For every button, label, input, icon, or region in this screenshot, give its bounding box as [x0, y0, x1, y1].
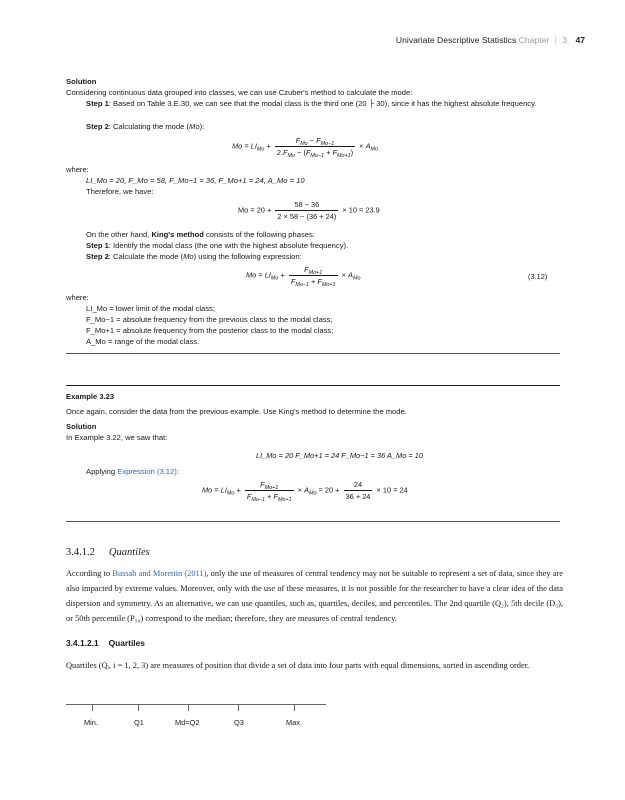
k-step2-text: : Calculate the mode ( [108, 252, 184, 261]
calc-denominator: 2 × 58 − (36 + 24) [277, 212, 337, 221]
calc-left: Mo = 20 + [238, 205, 272, 215]
subsection-title: Quartiles [108, 638, 145, 648]
header-chapter-label: Chapter [518, 35, 550, 45]
therefore-text: Therefore, we have: [86, 187, 154, 196]
result-right: × 10 = 24 [376, 485, 408, 495]
example-saw: In Example 3.22, we saw that: [66, 433, 168, 442]
axis-tick [188, 704, 189, 711]
divider [66, 353, 560, 354]
given-values: LI_Mo = 20, F_Mo = 58, F_Mo−1 = 36, F_Mo+1 = 24, A_Mo = 10 [86, 176, 305, 185]
step2-text: : Calculating the mode ( [108, 122, 189, 131]
axis-tick [238, 704, 239, 711]
step1-label: Step 1 [86, 99, 109, 108]
axis-tick [294, 704, 295, 711]
kings-step1 [86, 240, 560, 251]
subsection-number: 3.4.1.2.1 [66, 638, 99, 648]
example-values: LI_Mo = 20 F_Mo+1 = 24 F_Mo−1 = 36 A_Mo = 10 [256, 451, 423, 460]
where-label: where: [66, 165, 89, 174]
axis-label-min: Min. [84, 718, 98, 727]
axis-line [66, 704, 326, 705]
p1-pre: According to [66, 569, 113, 578]
kings-post: consists of the following phases: [203, 230, 315, 239]
axis-tick [92, 704, 93, 711]
result-denominator: 36 + 24 [345, 492, 371, 501]
solution-intro: Considering continuous data grouped into classes, we can use Czuber's method to calculate the mode: [66, 88, 413, 97]
page-number: 47 [575, 35, 585, 45]
definition-item: LI_Mo = lower limit of the modal class; [86, 304, 215, 313]
k-step1-label: Step 1 [86, 241, 109, 250]
czuber-equation: $Mo = LI_{Mo}$ + $\frac{F_{Mo} - F_{Mo-1}}{2.F_{Mo} - (F_{Mo-1} + F_{Mo+1})}$ × $A_{Mo}$ [232, 136, 378, 159]
k-step2-symbol: Mo [183, 252, 194, 261]
quartiles-paragraph: Quartiles (Qᵢ, i = 1, 2, 3) are measures of position that divide a set of data into four parts with equal dimensions, sorted in ascending order. [66, 661, 530, 670]
kings-pre: On the other hand, [86, 230, 152, 239]
kings-intro [86, 229, 560, 240]
k-step1-text: : Identify the modal class (the one with the highest absolute frequency). [108, 241, 349, 250]
quartile-axis [66, 704, 326, 714]
header-chapter-number: 3 [562, 35, 568, 45]
solution-heading: Solution [66, 77, 97, 86]
section-title: Quantiles [108, 547, 150, 558]
example-title: Example 3.23 [66, 392, 115, 401]
axis-label-median: Md=Q2 [175, 718, 200, 727]
applying-post: : [176, 467, 179, 476]
where2-label: where: [66, 293, 89, 302]
running-header [396, 35, 585, 45]
czuber-step2 [66, 121, 560, 132]
section-number: 3.4.1.2 [66, 547, 95, 558]
result-plus: = 20 + [318, 485, 340, 495]
example-result-equation: $Mo = LI_{Mo}$ + $\frac{F_{Mo+1}}{F_{Mo-1} + F_{Mo+1}}$ × $A_{Mo} = 20$ + $\frac{24}{36 + 24}$ × 10 = 24 [202, 480, 408, 503]
p1-post: , only the use of measures of central tendency may not be suitable to represent a set of data, since they are also impacted by extreme values. Moreover, only with the use of these measures, it is not possible for the researcher to have a clear idea of the data dispersion and symmetry. As an alternative, we can use quantiles, such as, quartiles, deciles, and percentiles. The 2nd quartile (Q₂), 5th decile (D₅), or 50th percentile (P₅₀) correspond to the median; therefore, they are measures of central tendency. [66, 569, 563, 623]
step1-text: : Based on Table 3.E.30, we can see that the modal class is the third one (20 ├ 30), since it has the highest absolute frequency. [108, 99, 537, 108]
example-solution-heading: Solution [66, 422, 97, 431]
czuber-step1 [66, 98, 560, 109]
k-step2-end: ) using the following expression: [193, 252, 302, 261]
applying-line [86, 466, 560, 477]
kings-step2 [86, 251, 560, 262]
subsection-heading [66, 638, 145, 648]
k-step2-label: Step 2 [86, 252, 109, 261]
axis-label-q1: Q1 [134, 718, 144, 727]
definition-item: F_Mo−1 = absolute frequency from the previous class to the modal class; [86, 315, 333, 324]
axis-label-max: Max. [286, 718, 303, 727]
applying-pre: Applying [86, 467, 118, 476]
calc-numerator: 58 − 36 [275, 200, 338, 211]
result-numerator: 24 [344, 480, 373, 491]
step2-label: Step 2 [86, 122, 109, 131]
definition-item: A_Mo = range of the modal class. [86, 337, 200, 346]
quantiles-paragraph [66, 566, 563, 626]
citation-link[interactable]: Bussab and Morettin (2011) [112, 569, 207, 578]
equation-number: (3.12) [528, 272, 548, 281]
czuber-calculation [238, 200, 380, 221]
definition-item: F_Mo+1 = absolute frequency from the posterior class to the modal class; [86, 326, 334, 335]
axis-label-q3: Q3 [234, 718, 244, 727]
kings-method-term: King's method [151, 230, 204, 239]
step2-symbol: Mo [189, 122, 200, 131]
header-separator: | [554, 35, 557, 45]
example-top-rule [66, 385, 560, 386]
calc-right: × 10 = 23.9 [342, 205, 380, 215]
step2-end: ): [199, 122, 205, 131]
header-title: Univariate Descriptive Statistics [395, 35, 517, 45]
section-heading [66, 547, 150, 558]
example-bottom-rule [66, 521, 560, 522]
kings-equation: $Mo = LI_{Mo}$ + $\frac{F_{Mo+1}}{F_{Mo-1} + F_{Mo+1}}$ × $A_{Mo}$ [246, 265, 361, 288]
example-text: Once again, consider the data from the previous example. Use King's method to determine the mode. [66, 407, 407, 416]
expression-link[interactable]: Expression (3.12) [117, 467, 177, 476]
axis-tick [138, 704, 139, 711]
